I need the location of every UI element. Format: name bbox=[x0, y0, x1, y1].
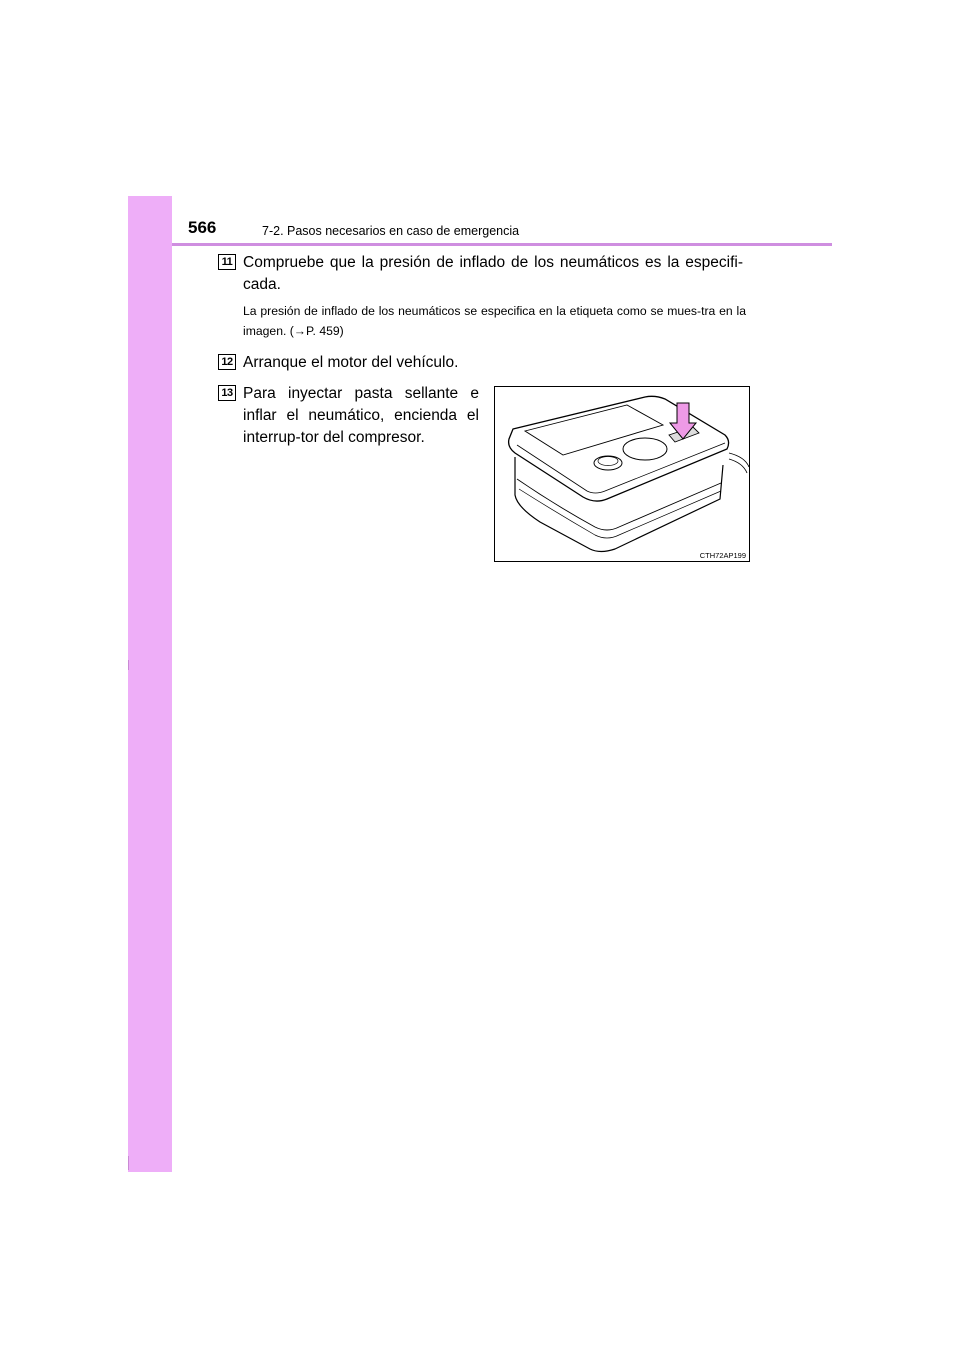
header-rule bbox=[172, 243, 832, 246]
step-number-badge: 11 bbox=[218, 254, 236, 270]
step-note: La presión de inflado de los neumáticos se especifica en la etiqueta como se mues-tra en la imagen. (→P. 459) bbox=[243, 304, 746, 338]
step-number-badge: 13 bbox=[218, 385, 236, 401]
running-header: 7-2. Pasos necesarios en caso de emergencia bbox=[262, 224, 520, 238]
figure-code: CTH72AP199 bbox=[699, 551, 746, 560]
compressor-drawing bbox=[495, 387, 749, 561]
step-text: Arranque el motor del vehículo. bbox=[243, 354, 459, 371]
side-tick bbox=[128, 1156, 129, 1170]
step-text: Compruebe que la presión de inflado de los neumáticos es la especifi-cada. bbox=[243, 254, 743, 293]
chapter-side-band bbox=[128, 196, 172, 1172]
step-text: Para inyectar pasta sellante e inflar el neumático, encienda el interrup-tor del compresor. bbox=[243, 385, 479, 446]
page-number: 566 bbox=[188, 218, 217, 237]
compressor-illustration bbox=[494, 386, 750, 562]
side-tick bbox=[128, 660, 129, 670]
step-number-badge: 12 bbox=[218, 354, 236, 370]
